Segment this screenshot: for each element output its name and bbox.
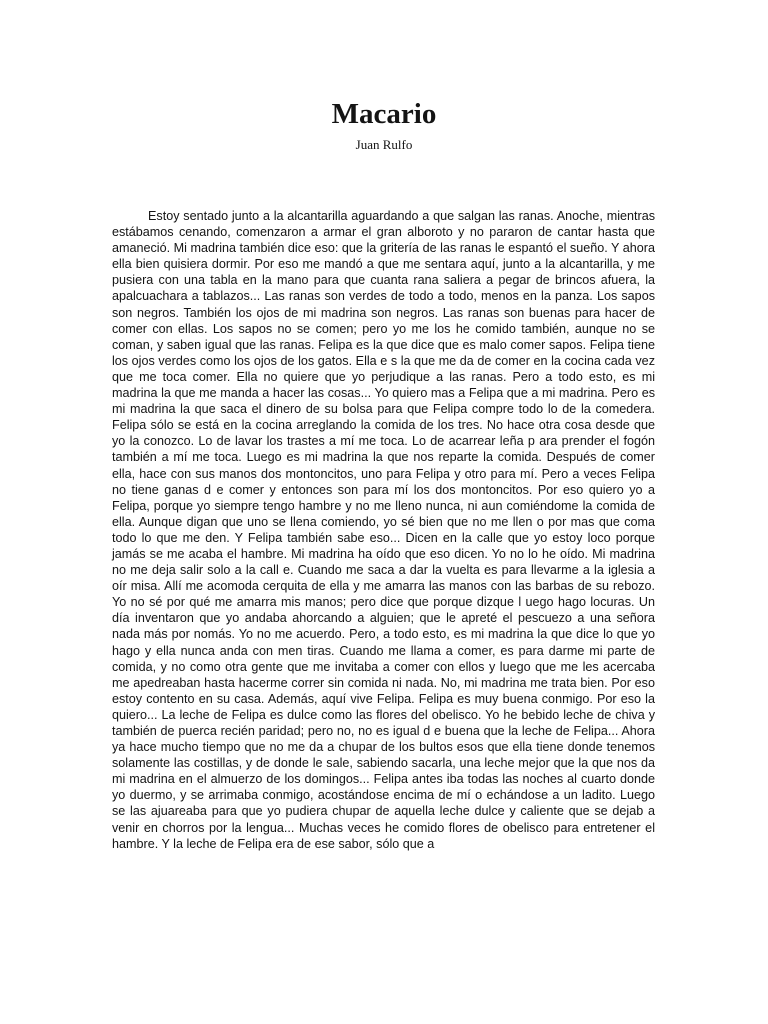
- document-author: Juan Rulfo: [355, 137, 413, 152]
- document-title: Macario: [331, 98, 437, 130]
- body-paragraph: Estoy sentado junto a la alcantarilla aguardando a que salgan las ranas. Anoche, mientras estábamos cenando, comenzaron a armar el gran alboroto y no pararon de cantar hasta que amaneció. Mi madrina también dice eso: que la gritería de las ranas le espantó el sueño. Y ahora ella bien quisiera dormir. Por eso me mandó a que me sentara aquí, junto a la alcantarilla, y me pusiera con una tabla en la mano para que cuanta rana saliera a pegar de brincos afuera, la apalcuachara a tablazos... Las ranas son verdes de todo a todo, menos en la panza. Los sapos son negros. También los ojos de mi madrina son negros. Las ranas son buenas para hacer de comer con ellas. Los sapos no se comen; pero yo me los he comido también, aunque no se coman, y saben igual que las ranas. Felipa es la que dice que es malo comer sapos. Felipa tiene los ojos verdes como los ojos de los gatos. Ella e s la que me da de comer en la cocina cada vez que me toca comer. Ella no quiere que yo perjudique a las ranas. Pero a todo esto, es mi madrina la que me manda a hacer las cosas... Yo quiero mas a Felipa que a mi madrina. Pero es mi madrina la que saca el dinero de su bolsa para que Felipa compre todo lo de la comedera. Felipa sólo se está en la cocina arreglando la comida de los tres. No hace otra cosa desde que yo la conozco. Lo de lavar los trastes a mí me toca. Lo de acarrear leña p ara prender el fogón también a mí me toca. Luego es mi madrina la que nos reparte la comida. Después de comer ella, hace con sus manos dos montoncitos, uno para Felipa y otro para mí. Pero a veces Felipa no tiene ganas d e comer y entonces son para mí los dos montoncitos. Por eso quiero yo a Felipa, porque yo siempre tengo hambre y no me lleno nunca, ni aun comiéndome la comida de ella. Aunque digan que uno se llena comiendo, yo sé bien que no me llen o por mas que coma todo lo que me den. Y Felipa también sabe eso... Dicen en la calle que yo estoy loco porque jamás se me acaba el hambre. Mi madrina ha oído que eso dicen. Yo no lo he oído. Mi madrina no me deja salir solo a la call e. Cuando me saca a dar la vuelta es para llevarme a la iglesia a oír misa. Allí me acomoda cerquita de ella y me amarra las manos con las barbas de su rebozo. Yo no sé por qué me amarra mis manos; pero dice que porque dizque l uego hago locuras. Un día inventaron que yo andaba ahorcando a alguien; que le apreté el pescuezo a una señora nada más por nomás. Yo no me acuerdo. Pero, a todo esto, es mi madrina la que dice lo que yo hago y ella nunca anda con men tiras. Cuando me llama a comer, es para darme mi parte de comida, y no como otra gente que me invitaba a comer con ellos y luego que me les acercaba me apedreaban hasta hacerme correr sin comida ni nada. No, mi madrina me trata bien. Por eso estoy contento en su casa. Además, aquí vive Felipa. Felipa es muy buena conmigo. Por eso la quiero... La leche de Felipa es dulce como las flores del obelisco. Yo he bebido leche de chiva y también de puerca recién paridad; pero no, no es igual d e buena que la leche de Felipa... Ahora ya hace mucho tiempo que no me da a chupar de los bultos esos que ella tiene donde tenemos solamente las costillas, y de donde le sale, sabiendo sacarla, una leche mejor que la que nos da mi madrina en el almuerzo de los domingos... Felipa antes iba todas las noches al cuarto donde yo duermo, y se arrimaba conmigo, acostándose encima de mí o echándose a un ladito. Luego se las ajuareaba para que yo pudiera chupar de aquella leche dulce y caliente que se dejab a venir en chorros por la lengua... Muchas veces he comido flores de obelisco para entretener el hambre. Y la leche de Felipa era de ese sabor, sólo que a: [112, 209, 655, 851]
